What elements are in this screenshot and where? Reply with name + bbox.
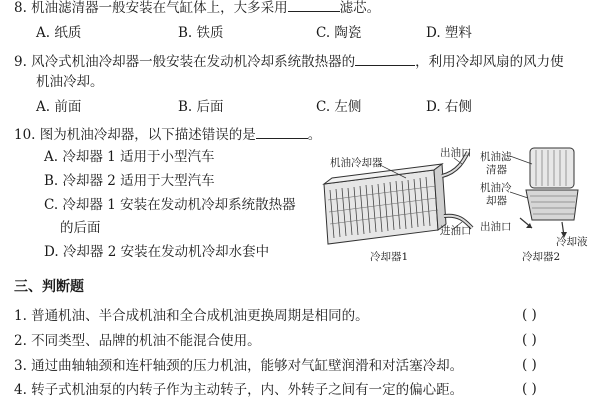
cooler1-label: 机油冷却器 <box>330 157 383 169</box>
judge-item-4: 4. 转子式机油泵的内转子作为主动转子，内、外转子之间有一定的偏心距。 <box>14 382 464 398</box>
q8-option-b: B. 铁质 <box>178 25 224 41</box>
judge-answer-2[interactable]: ( ) <box>522 332 537 348</box>
q10-option-b: B. 冷却器 2 适用于大型汽车 <box>44 173 215 189</box>
coolant-label: 冷却液 <box>556 236 588 248</box>
q8-option-a: A. 纸质 <box>36 25 82 41</box>
filter-label-line1: 机油滤 <box>480 151 512 163</box>
q8-option-c: C. 陶瓷 <box>316 25 362 41</box>
q9-stem-line2: 机油冷却。 <box>36 74 104 90</box>
q10-stem: 10. 图为机油冷却器，以下描述错误的是 。 <box>14 124 321 144</box>
q10-option-c-cont: 的后面 <box>60 220 101 236</box>
q8-option-d: D. 塑料 <box>426 25 472 41</box>
q8-answer-blank[interactable] <box>288 0 340 12</box>
judge-answer-3[interactable]: ( ) <box>522 357 537 373</box>
q9-option-a: A. 前面 <box>36 99 82 115</box>
q10-option-c: C. 冷却器 1 安装在发动机冷却系统散热器 <box>44 197 296 213</box>
judge-answer-4[interactable]: ( ) <box>522 381 537 397</box>
judge-answer-1[interactable]: ( ) <box>522 307 537 323</box>
q10-answer-blank[interactable] <box>256 124 308 139</box>
q10-option-d: D. 冷却器 2 安装在发动机冷却水套中 <box>44 244 270 260</box>
cooler2-outlet-label: 出油口 <box>480 221 512 233</box>
cooler1-caption: 冷却器1 <box>370 251 409 263</box>
cooler1-inlet-label: 进油口 <box>440 225 472 237</box>
cooler2-caption: 冷却器2 <box>522 251 561 263</box>
cooler1-outlet-label: 出油口 <box>440 147 472 159</box>
q9-option-c: C. 左侧 <box>316 99 362 115</box>
q10-option-a: A. 冷却器 1 适用于小型汽车 <box>44 149 215 165</box>
q9-option-b: B. 后面 <box>178 99 224 115</box>
judge-item-2: 2. 不同类型、品牌的机油不能混合使用。 <box>14 333 261 349</box>
oil-cooler-2-illustration <box>506 142 600 242</box>
cooler2-label-line2: 却器 <box>486 195 507 207</box>
cooler2-label-line1: 机油冷 <box>480 182 512 194</box>
judge-item-1: 1. 普通机油、半合成机油和全合成机油更换周期是相同的。 <box>14 308 369 324</box>
judge-item-3: 3. 通过曲轴轴颈和连杆轴颈的压力机油，能够对气缸壁润滑和对活塞冷却。 <box>14 358 464 374</box>
q9-stem: 9. 风冷式机油冷却器一般安装在发动机冷却系统散热器的 ，利用冷却风扇的风力使 <box>14 51 564 71</box>
q8-stem: 8. 机油滤清器一般安装在气缸体上，大多采用 滤芯。 <box>14 0 380 17</box>
section-title: 三、判断题 <box>14 279 84 295</box>
filter-label-line2: 清器 <box>486 164 507 176</box>
q9-option-d: D. 右侧 <box>426 99 472 115</box>
q9-answer-blank[interactable] <box>355 51 415 66</box>
